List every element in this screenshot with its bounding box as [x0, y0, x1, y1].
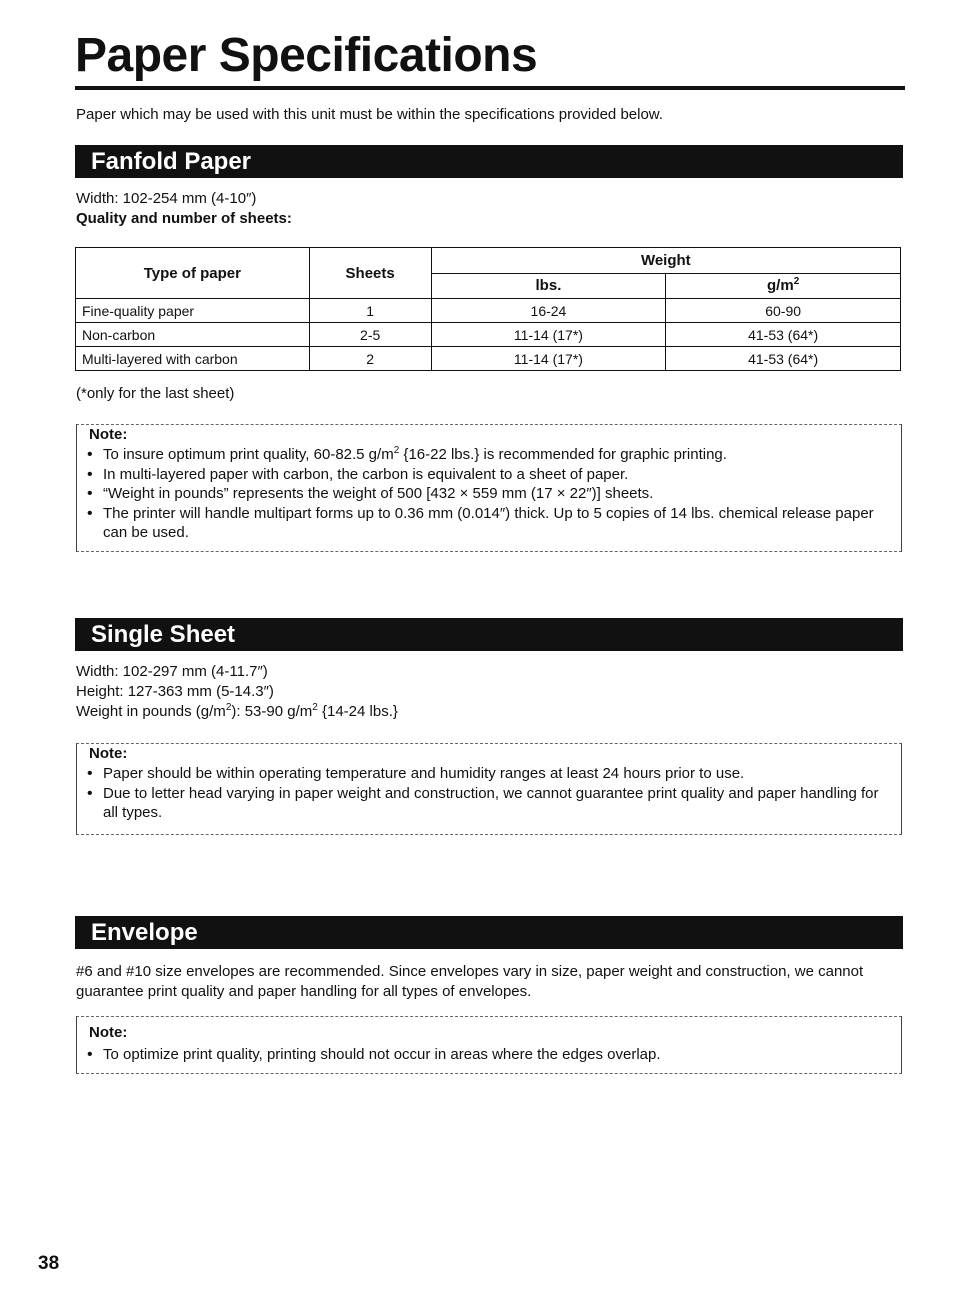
- table-row: [76, 347, 901, 371]
- title-rule: [75, 86, 905, 90]
- note-list: [87, 445, 889, 543]
- note-item: • The printer will handle multipart forms up to 0.36 mm (0.014″) thick. Up to 5 copies of 14 lbs. chemical release paper can be used.: [87, 504, 889, 543]
- header-type: Type of paper: [76, 248, 310, 299]
- note-text: To insure optimum print quality, 60-82.5 g/m: [103, 446, 394, 463]
- note-item: • To optimize print quality, printing should not occur in areas where the edges overlap.: [87, 1045, 889, 1065]
- weight-text: ): 53-90 g/m: [231, 703, 313, 720]
- section-heading-fanfold: [75, 145, 903, 178]
- note-list: [87, 764, 889, 823]
- header-gm2: [666, 273, 901, 299]
- table-header-row: [76, 248, 901, 274]
- page-number: 38: [38, 1253, 60, 1274]
- single-weight: [76, 702, 398, 722]
- cell-sheets: 2-5: [309, 323, 431, 347]
- fanfold-footnote: (*only for the last sheet): [76, 385, 235, 402]
- note-item: • Paper should be within operating temperature and humidity ranges at least 24 hours prior to use.: [87, 764, 889, 784]
- section-heading-label: Fanfold Paper: [91, 148, 252, 175]
- note-text: {16-22 lbs.} is recommended for graphic printing.: [399, 446, 727, 463]
- intro-text: Paper which may be used with this unit must be within the specifications provided below.: [76, 106, 663, 123]
- fanfold-note-box: [76, 424, 902, 552]
- cell-type: Non-carbon: [76, 323, 310, 347]
- note-item: • “Weight in pounds” represents the weight of 500 [432 × 559 mm (17 × 22″)] sheets.: [87, 484, 889, 504]
- weight-text: Weight in pounds (g/m: [76, 703, 226, 720]
- cell-gm2: 41-53 (64*): [666, 347, 901, 371]
- table-row: [76, 323, 901, 347]
- weight-text: {14-24 lbs.}: [317, 703, 398, 720]
- page-title: Paper Specifications: [75, 29, 538, 82]
- note-label: Note:: [89, 1024, 128, 1041]
- cell-gm2: 41-53 (64*): [666, 323, 901, 347]
- fanfold-quality-heading: Quality and number of sheets:: [76, 210, 292, 227]
- header-gm2-sup: 2: [793, 276, 800, 288]
- weight-sup: 2: [312, 702, 318, 713]
- note-list: [87, 1045, 889, 1065]
- section-heading-label: Single Sheet: [91, 621, 236, 648]
- header-gm2-text: g/m: [767, 277, 794, 295]
- cell-type: Multi-layered with carbon: [76, 347, 310, 371]
- header-lbs: lbs.: [431, 273, 666, 299]
- single-note-box: [76, 743, 902, 835]
- cell-sheets: 1: [309, 299, 431, 323]
- header-sheets: Sheets: [309, 248, 431, 299]
- cell-lbs: 11-14 (17*): [431, 347, 666, 371]
- envelope-body: #6 and #10 size envelopes are recommended. Since envelopes vary in size, paper weight and construction, we cannot guarantee print quality and paper handling for all types of envelopes.: [76, 963, 864, 1000]
- section-heading-label: Envelope: [91, 919, 198, 946]
- cell-type: Fine-quality paper: [76, 299, 310, 323]
- weight-sup: 2: [225, 702, 232, 713]
- section-heading-envelope: [75, 916, 903, 949]
- note-label: Note:: [89, 745, 128, 762]
- single-width: Width: 102-297 mm (4-11.7″): [76, 663, 268, 680]
- note-sup: 2: [393, 445, 400, 456]
- note-item: • Due to letter head varying in paper weight and construction, we cannot guarantee print quality and paper handling for all types.: [87, 784, 889, 823]
- section-heading-single-sheet: [75, 618, 903, 651]
- cell-gm2: 60-90: [666, 299, 901, 323]
- cell-lbs: 11-14 (17*): [431, 323, 666, 347]
- fanfold-width: Width: 102-254 mm (4-10″): [76, 190, 257, 207]
- table-row: [76, 299, 901, 323]
- note-label: Note:: [89, 426, 128, 443]
- note-item: [87, 445, 889, 465]
- paper-spec-table: [75, 247, 901, 371]
- single-height: Height: 127-363 mm (5-14.3″): [76, 683, 274, 700]
- note-item: • In multi-layered paper with carbon, the carbon is equivalent to a sheet of paper.: [87, 465, 889, 485]
- cell-sheets: 2: [309, 347, 431, 371]
- header-weight: Weight: [431, 248, 900, 274]
- envelope-note-box: [76, 1016, 902, 1074]
- cell-lbs: 16-24: [431, 299, 666, 323]
